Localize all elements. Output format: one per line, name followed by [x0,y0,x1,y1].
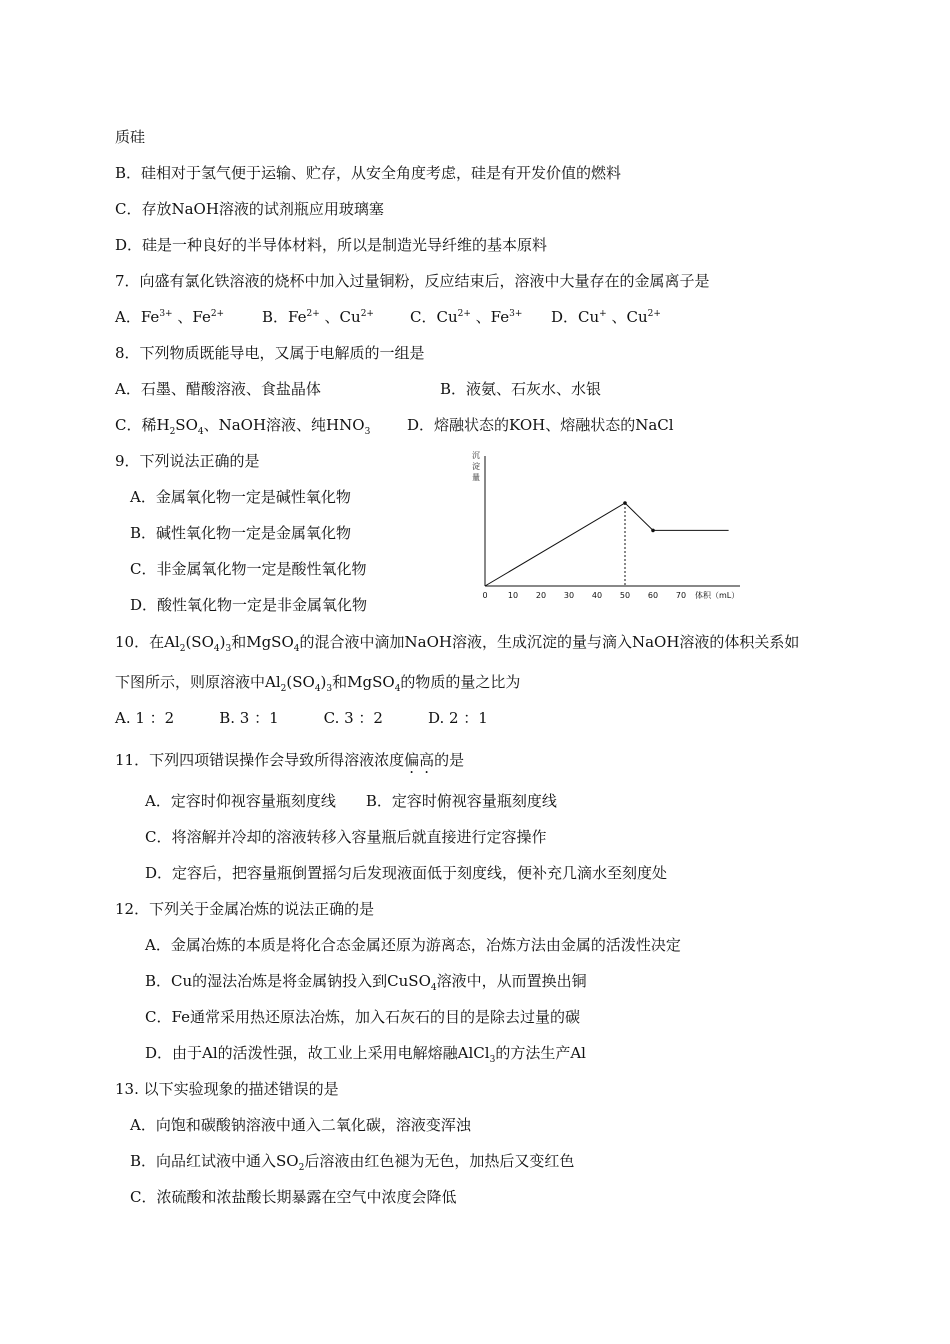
y-axis-label-char: 量 [472,473,480,482]
q13-option-c: C．浓硫酸和浓盐酸长期暴露在空气中浓度会降低 [130,1188,457,1206]
x-tick-label: 30 [563,591,575,600]
question-7: 7．向盛有氯化铁溶液的烧杯中加入过量铜粉，反应结束后，溶液中大量存在的金属离子是 [115,272,710,290]
x-tick-label: 60 [647,591,659,600]
question-10-line2: 下图所示，则原溶液中$Al_2(SO_4)_3$和MgSO$_4$的物质的量之比为 [115,673,521,694]
y-axis-label-char: 淀 [472,462,480,471]
x-tick-label: 20 [535,591,547,600]
question-10-line1: 10．在$Al_2(SO_4)_3$和MgSO$_4$的混合液中滴加NaOH溶液，生成沉淀的量与滴入NaOH溶液的体积关系如 [115,633,800,654]
y-axis-label [472,451,480,482]
precipitate-volume-chart [455,448,765,610]
q7-option-b: B．$Fe^{2+}$ 、$Cu^{2+}$ [262,308,374,326]
x-tick-label: 70 [675,591,687,600]
q9-option-b: B．碱性氧化物一定是金属氧化物 [130,524,352,542]
x-tick-label: 0 [482,591,488,600]
q7-option-d: D．Cu+ 、$Cu^{2+}$ [551,308,661,326]
q12-option-b: B．Cu的湿法冶炼是将金属钠投入到CuSO$_4$溶液中，从而置换出铜 [145,972,587,993]
q8-option-c: C．稀$H_2SO_4$、NaOH溶液、纯$HNO_3$ [115,416,371,437]
question-11: 11．下列四项错误操作会导致所得溶液浓度偏高的是 [115,751,465,769]
q8-option-b: B．液氨、石灰水、水银 [440,380,602,398]
question-13: 13. 以下实验现象的描述错误的是 [115,1080,339,1098]
question-9: 9．下列说法正确的是 [115,452,260,470]
x-axis-label: 体积（mL） [695,591,740,600]
x-tick-label: 40 [591,591,603,600]
question-8: 8．下列物质既能导电，又属于电解质的一组是 [115,344,425,362]
q11-option-d: D．定容后，把容量瓶倒置摇匀后发现液面低于刻度线，便补充几滴水至刻度处 [145,864,668,882]
x-tick-label: 50 [619,591,631,600]
q7-option-a: A．$Fe^{3+}$ 、$Fe^{2+}$ [115,308,225,326]
q7-option-c: C．$Cu^{2+}$ 、$Fe^{3+}$ [410,308,523,326]
q9-option-d: D．酸性氧化物一定是非金属氧化物 [130,596,368,614]
q8-option-a: A．石墨、醋酸溶液、食盐晶体 [115,380,321,398]
x-tick-label: 10 [507,591,519,600]
q10-options: A. 1 ：2 B. 3 ：1 C. 3 ：2 D. 2 ：1 [115,709,488,727]
q12-option-d: D．由于Al的活泼性强，故工业上采用电解熔融AlCl$_3$的方法生产Al [145,1044,586,1065]
option-line: C．存放NaOH溶液的试剂瓶应用玻璃塞 [115,200,384,218]
option-line: D．硅是一种良好的半导体材料，所以是制造光导纤维的基本原料 [115,236,548,254]
q13-option-a: A．向饱和碳酸钠溶液中通入二氧化碳，溶液变浑浊 [130,1116,471,1134]
q8-option-d: D．熔融状态的KOH、熔融状态的NaCl [407,416,674,434]
data-point [651,529,655,533]
q9-option-c: C．非金属氧化物一定是酸性氧化物 [130,560,367,578]
q11-option-c: C．将溶解并冷却的溶液转移入容量瓶后就直接进行定容操作 [145,828,547,846]
question-12: 12．下列关于金属冶炼的说法正确的是 [115,900,375,918]
q9-option-a: A．金属氧化物一定是碱性氧化物 [130,488,351,506]
q12-option-a: A．金属冶炼的本质是将化合态金属还原为游离态，冶炼方法由金属的活泼性决定 [145,936,681,954]
y-axis-label-char: 沉 [472,451,480,460]
q12-option-c: C．Fe通常采用热还原法冶炼，加入石灰石的目的是除去过量的碳 [145,1008,580,1026]
precipitate-curve [485,503,729,586]
q11-options-ab: A．定容时仰视容量瓶刻度线 B．定容时俯视容量瓶刻度线 [145,792,557,810]
q13-option-b: B．向品红试液中通入$SO_2$后溶液由红色褪为无色，加热后又变红色 [130,1152,575,1173]
option-line: B．硅相对于氢气便于运输、贮存，从安全角度考虑，硅是有开发价值的燃料 [115,164,622,182]
data-point [623,501,627,505]
text-line: 质硅 [115,128,146,146]
